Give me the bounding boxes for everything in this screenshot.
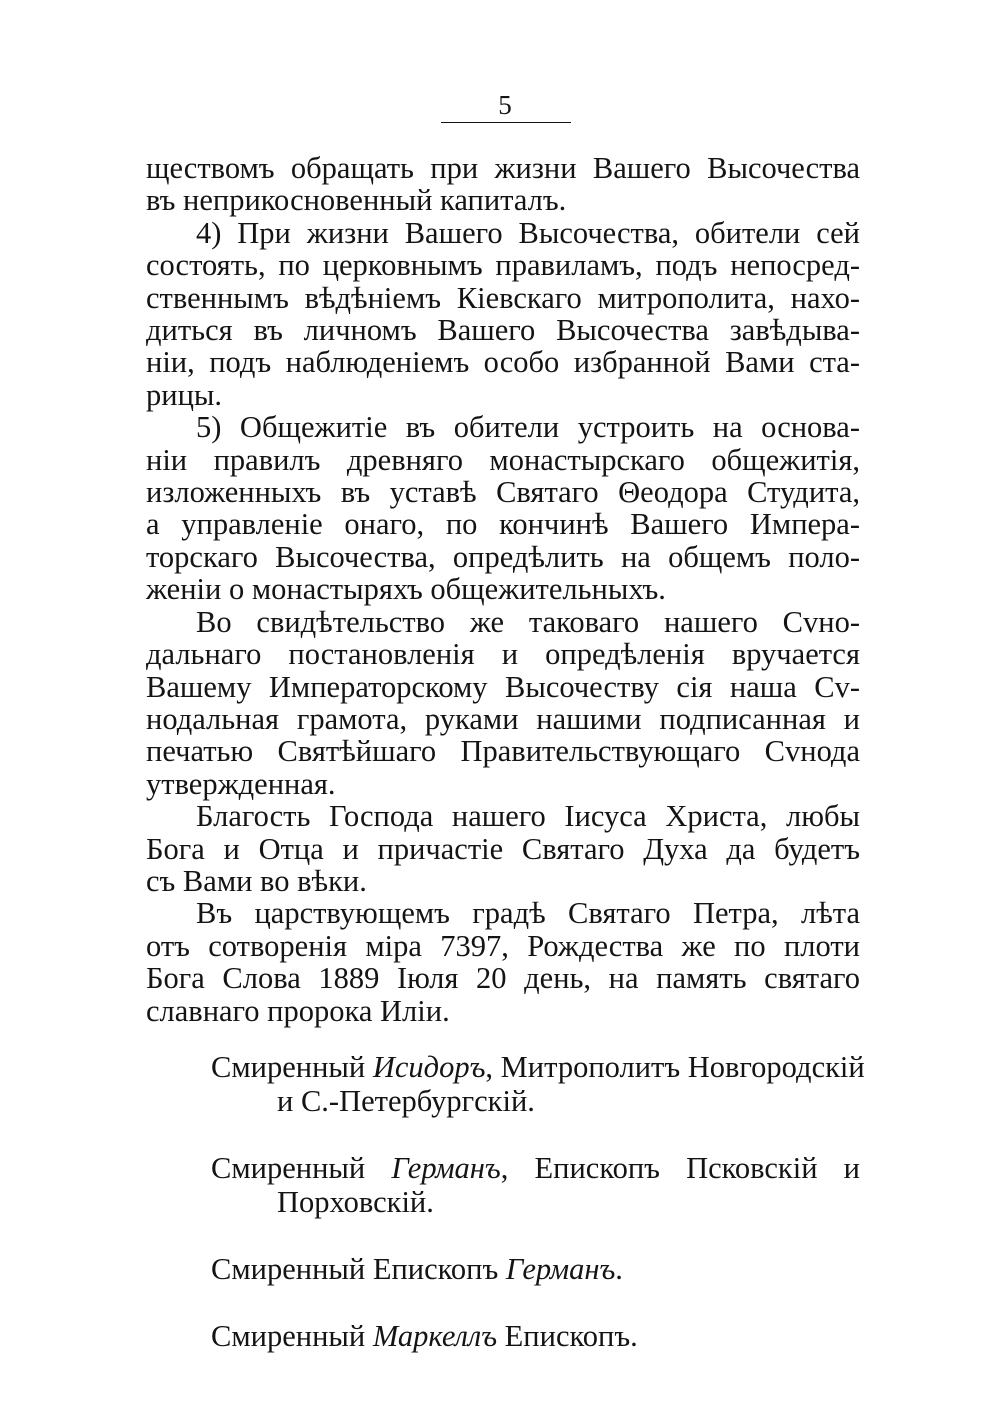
- text-line: диться въ личномъ Вашего Высочества завѣдыва-: [146, 313, 860, 348]
- text-line: въ неприкосновенный капиталъ.: [146, 183, 567, 218]
- text-line: ніи правилъ древняго монастырскаго общежитія,: [146, 442, 860, 477]
- text-line: торскаго Высочества, опредѣлить на общемъ поло-: [146, 539, 860, 574]
- text-line: а управленіе онаго, по кончинѣ Вашего Импера-: [146, 507, 860, 542]
- signature-line: [211, 1319, 860, 1353]
- signatory-name: Германъ: [391, 1151, 501, 1185]
- signature-title: Епископъ.: [497, 1319, 638, 1353]
- text-line: ществомъ обращать при жизни Вашего Высочества: [146, 151, 860, 185]
- text-line: рицы.: [146, 377, 223, 412]
- signature-title: .: [615, 1252, 623, 1286]
- text-line: съ Вами во вѣки.: [146, 863, 367, 898]
- text-line: Бога Слова 1889 Іюля 20 день, на память святаго: [146, 961, 860, 996]
- signature-prefix: Смиренный Епископъ: [211, 1252, 499, 1286]
- text-line: нодальная грамота, руками нашими подписанная и: [146, 701, 860, 736]
- text-line: славнаго пророка Иліи.: [146, 993, 450, 1028]
- text-line: 5) Общежитіе въ обители устроить на основа-: [196, 410, 860, 445]
- text-line: дальнаго постановленія и опредѣленія вручается: [146, 637, 860, 672]
- text-line: Во свидѣтельство же таковаго нашего Сvно-: [196, 604, 860, 639]
- page-number: 5: [498, 90, 512, 120]
- signature-german-pskov: [211, 1151, 860, 1219]
- text-line: ственнымъ вѣдѣніемъ Кіевскаго митрополита, нахо-: [146, 280, 860, 315]
- text-line: состоять, по церковнымъ правиламъ, подъ непосред-: [146, 248, 860, 283]
- header-rule: [441, 122, 571, 123]
- text-line: женіи о монастыряхъ общежительныхъ.: [146, 572, 666, 607]
- text-line: печатью Святѣйшаго Правительствующаго Сvнода: [146, 734, 860, 769]
- signature-markell: [211, 1319, 860, 1353]
- signature-prefix: Смиренный: [211, 1319, 366, 1353]
- body-text: [146, 152, 860, 1027]
- signatures: [211, 1050, 865, 1386]
- signature-german-bishop: [211, 1252, 860, 1286]
- signature-title: , Епископъ Псковскій и: [500, 1151, 860, 1185]
- text-line: изложенныхъ въ уставѣ Святаго Θеодора Студита,: [146, 475, 860, 510]
- signature-prefix: Смиренный: [211, 1151, 366, 1185]
- text-line: Вашему Императорскому Высочеству сія наша Сv-: [146, 669, 860, 704]
- signatory-name: Германъ: [505, 1252, 616, 1286]
- text-line: 4) При жизни Вашего Высочества, обители сей: [196, 215, 860, 250]
- text-line: утвержденная.: [146, 766, 336, 801]
- signature-title: , Митрополитъ Новгородскій: [485, 1050, 865, 1084]
- text-line: отъ сотворенія міра 7397, Рождества же по плоти: [146, 928, 860, 963]
- signature-line: [211, 1050, 865, 1084]
- signature-prefix: Смиренный: [211, 1050, 366, 1084]
- signature-line: [211, 1151, 860, 1185]
- signature-line: [211, 1252, 860, 1286]
- text-line: Благость Господа нашего Іисуса Христа, любы: [196, 799, 860, 834]
- text-line: ніи, подъ наблюденіемъ особо избранной Вами ста-: [146, 345, 860, 380]
- signature-continuation: Порховскій.: [277, 1185, 434, 1219]
- text-line: Въ царствующемъ градѣ Святаго Петра, лѣта: [196, 896, 860, 931]
- signatory-name: Исидоръ: [372, 1050, 486, 1084]
- signature-continuation: и С.-Петербургскій.: [277, 1084, 535, 1118]
- signature-isidor: [211, 1050, 865, 1118]
- signatory-name: Маркеллъ: [372, 1319, 498, 1353]
- text-line: Бога и Отца и причастіе Святаго Духа да будетъ: [146, 831, 860, 866]
